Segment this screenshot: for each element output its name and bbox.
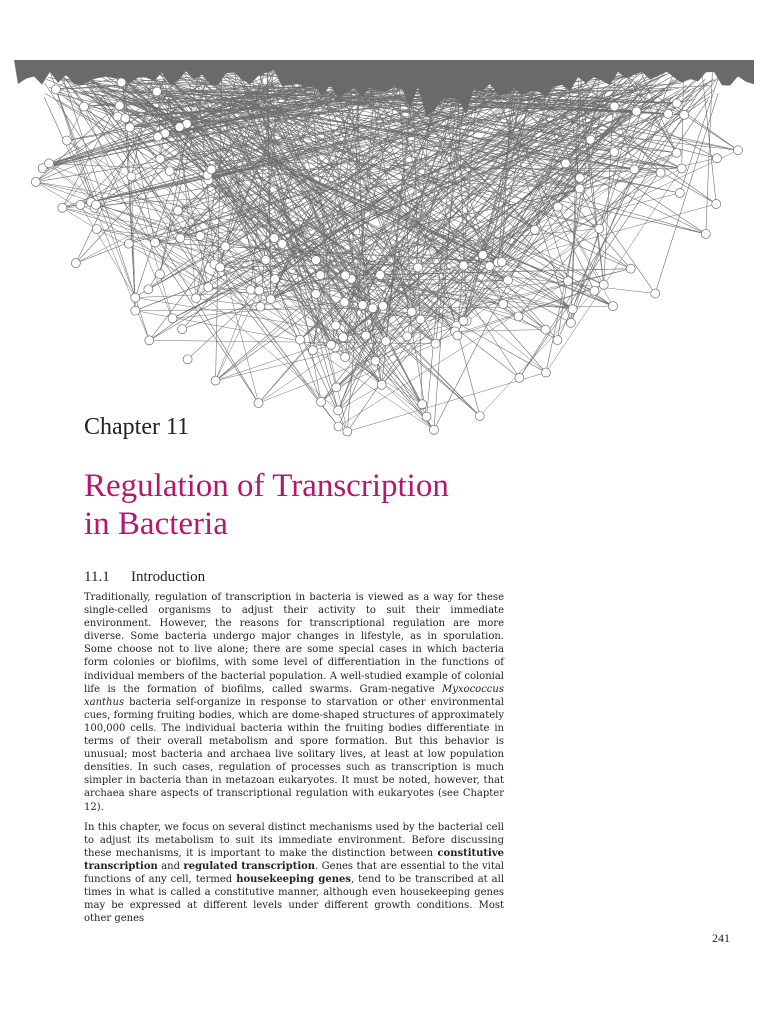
network-node: [58, 203, 67, 212]
network-node: [246, 285, 255, 294]
network-node: [221, 242, 230, 251]
network-node: [541, 368, 550, 377]
network-node: [530, 225, 539, 234]
network-node: [376, 270, 385, 279]
page-number: 241: [712, 931, 730, 945]
network-node: [712, 154, 721, 163]
network-node: [575, 184, 584, 193]
network-node: [256, 302, 265, 311]
network-node: [371, 356, 380, 365]
network-node: [183, 355, 192, 364]
network-edge: [80, 205, 135, 298]
network-node: [586, 135, 595, 144]
network-node: [431, 339, 440, 348]
network-node: [377, 380, 386, 389]
network-node: [361, 331, 370, 340]
network-node: [91, 200, 100, 209]
network-node: [124, 239, 133, 248]
network-node: [561, 159, 570, 168]
network-node: [343, 427, 352, 436]
network-node: [80, 102, 89, 111]
network-node: [485, 262, 494, 271]
network-node: [62, 136, 71, 145]
network-node: [429, 425, 438, 434]
network-node: [541, 325, 550, 334]
network-node: [266, 295, 275, 304]
p2-text-a: In this chapter, we focus on several distinct mechanisms used by the bacterial cell to adjust its metabolism to suit its immediate environment. Before discussing these mechanisms, it is important to make the distinction between: [84, 821, 504, 859]
network-node: [270, 234, 279, 243]
p2-text-b: and: [161, 860, 181, 872]
network-node: [150, 238, 159, 247]
network-node: [121, 114, 130, 123]
network-node: [145, 336, 154, 345]
network-node: [270, 275, 279, 284]
network-edge: [655, 93, 718, 293]
network-node: [165, 167, 174, 176]
network-node: [568, 305, 577, 314]
network-node: [503, 276, 512, 285]
network-node: [459, 316, 468, 325]
network-node: [92, 225, 101, 234]
network-node: [416, 315, 425, 324]
network-node: [131, 306, 140, 315]
chapter-title-line1: Regulation of Transcription: [84, 468, 449, 504]
network-node: [331, 321, 340, 330]
network-node: [175, 123, 184, 132]
network-node: [44, 159, 53, 168]
network-node: [278, 239, 287, 248]
network-node: [632, 107, 641, 116]
network-node: [553, 202, 562, 211]
body-text: [84, 591, 504, 932]
network-edge: [115, 81, 480, 416]
network-node: [566, 318, 575, 327]
network-node: [680, 110, 689, 119]
network-node: [358, 301, 367, 310]
network-node: [475, 412, 484, 421]
network-node: [31, 177, 40, 186]
section-heading: [84, 569, 205, 586]
network-node: [178, 325, 187, 334]
p1-text-b: bacteria self-organize in response to starvation or other environmental cues, forming fruiting bodies, which are dome-shaped structures of approximately 100,000 cells. The individual bacteria within the fruiting bodies differentiate in terms of their overall metabolism and spore formation. But this behavior is unusual; most bacteria and archaea live solitary lives, at least at low population densities. In such cases, regulation of processes such as transcription is much simpler in bacteria than in metazoan eukaryotes. It must be noted, however, that archaea share aspects of transcriptional regulation with eukaryotes (see Chapter 12).: [84, 696, 504, 813]
network-node: [664, 109, 673, 118]
term-regulated-transcription: regulated transcription: [183, 860, 316, 872]
network-node: [595, 224, 604, 233]
network-node: [332, 383, 341, 392]
network-node: [341, 271, 350, 280]
term-housekeeping-genes: housekeeping genes: [236, 873, 351, 885]
network-node: [317, 397, 326, 406]
network-node: [553, 336, 562, 345]
network-node: [608, 302, 617, 311]
network-node: [155, 270, 164, 279]
network-node: [651, 289, 660, 298]
network-node: [339, 333, 348, 342]
paragraph-2: [84, 821, 504, 926]
network-node: [499, 300, 508, 309]
network-node: [312, 256, 321, 265]
network-node: [261, 255, 270, 264]
network-node: [459, 261, 468, 270]
network-node: [127, 172, 136, 181]
network-node: [575, 173, 584, 182]
network-node: [677, 164, 686, 173]
network-node: [341, 353, 350, 362]
section-title: Introduction: [131, 569, 206, 585]
network-edge: [36, 182, 573, 309]
network-node: [733, 146, 742, 155]
network-node: [255, 286, 264, 295]
p1-species-name: Myxococcus xanthus: [84, 683, 504, 708]
network-node: [156, 154, 165, 163]
network-node: [514, 312, 523, 321]
network-node: [564, 277, 573, 286]
network-node: [599, 280, 608, 289]
network-node: [311, 289, 320, 298]
p1-text-a: Traditionally, regulation of transcription in bacteria is viewed as a way for these single-celled organisms to adjust their activity to suit their immediate environment. However, the reasons for transcriptional regulation are more diverse. Some bacteria undergo major changes in lifestyle, as in sporulation. Some choose not to live alone; there are some special cases in which bacteria form colonies or biofilms, with some level of differentiation in the functions of individual members of the bacterial population. A well-studied example of colonial life is the formation of biofilms, called swarms. Gram-negative: [84, 592, 504, 695]
p2-text-d: , tend to be transcribed at all times in what is called a constitutive manner, although even housekeeping genes may be expressed at different levels under different growth conditions. Most other genes: [84, 873, 505, 925]
network-node: [610, 102, 619, 111]
network-node: [168, 314, 177, 323]
network-edges: [36, 60, 738, 432]
network-node: [407, 307, 416, 316]
network-node: [176, 234, 185, 243]
network-node: [51, 85, 60, 94]
network-node: [340, 298, 349, 307]
network-node: [254, 399, 263, 408]
network-node: [378, 301, 387, 310]
network-node: [327, 340, 336, 349]
network-node: [153, 132, 162, 141]
network-node: [204, 283, 213, 292]
network-node: [478, 250, 487, 259]
network-node: [453, 331, 462, 340]
chapter-label: Chapter 11: [84, 414, 190, 440]
network-node: [626, 264, 635, 273]
paragraph-1: [84, 591, 504, 814]
network-edge: [67, 82, 338, 427]
network-node: [413, 263, 422, 272]
network-node: [316, 271, 325, 280]
network-node: [422, 412, 431, 421]
network-node: [211, 376, 220, 385]
network-node: [131, 293, 140, 302]
network-node: [630, 165, 639, 174]
network-node: [497, 258, 506, 267]
network-figure: [14, 60, 754, 450]
network-node: [196, 232, 205, 241]
p2-text-c: . Genes that are essential to the vital functions of any cell, termed: [84, 860, 504, 885]
network-node: [334, 422, 343, 431]
network-node: [403, 332, 412, 341]
network-edge: [338, 385, 382, 411]
network-node: [418, 400, 427, 409]
network-node: [76, 200, 85, 209]
network-node: [672, 99, 681, 108]
network-node: [152, 87, 161, 96]
network-node: [712, 199, 721, 208]
network-node: [125, 123, 134, 132]
network-edge: [706, 66, 713, 234]
network-node: [308, 346, 317, 355]
network-edge: [216, 290, 260, 380]
section-number: 11.1: [84, 569, 110, 585]
network-node: [192, 294, 201, 303]
network-node: [590, 286, 599, 295]
network-node: [207, 165, 216, 174]
network-node: [216, 263, 225, 272]
network-node: [115, 101, 124, 110]
network-edge: [76, 211, 178, 263]
chapter-title: [84, 467, 644, 543]
network-node: [368, 304, 377, 313]
network-node: [71, 259, 80, 268]
network-node: [296, 335, 305, 344]
network-node: [515, 373, 524, 382]
network-node: [144, 285, 153, 294]
chapter-title-line2: in Bacteria: [84, 506, 228, 542]
network-node: [656, 168, 665, 177]
network-node: [381, 337, 390, 346]
network-node: [672, 148, 681, 157]
term-constitutive-transcription: constitutive transcription: [84, 847, 504, 872]
network-node: [701, 229, 710, 238]
network-node: [334, 406, 343, 415]
network-node: [675, 188, 684, 197]
network-node: [173, 206, 182, 215]
network-node: [610, 148, 619, 157]
